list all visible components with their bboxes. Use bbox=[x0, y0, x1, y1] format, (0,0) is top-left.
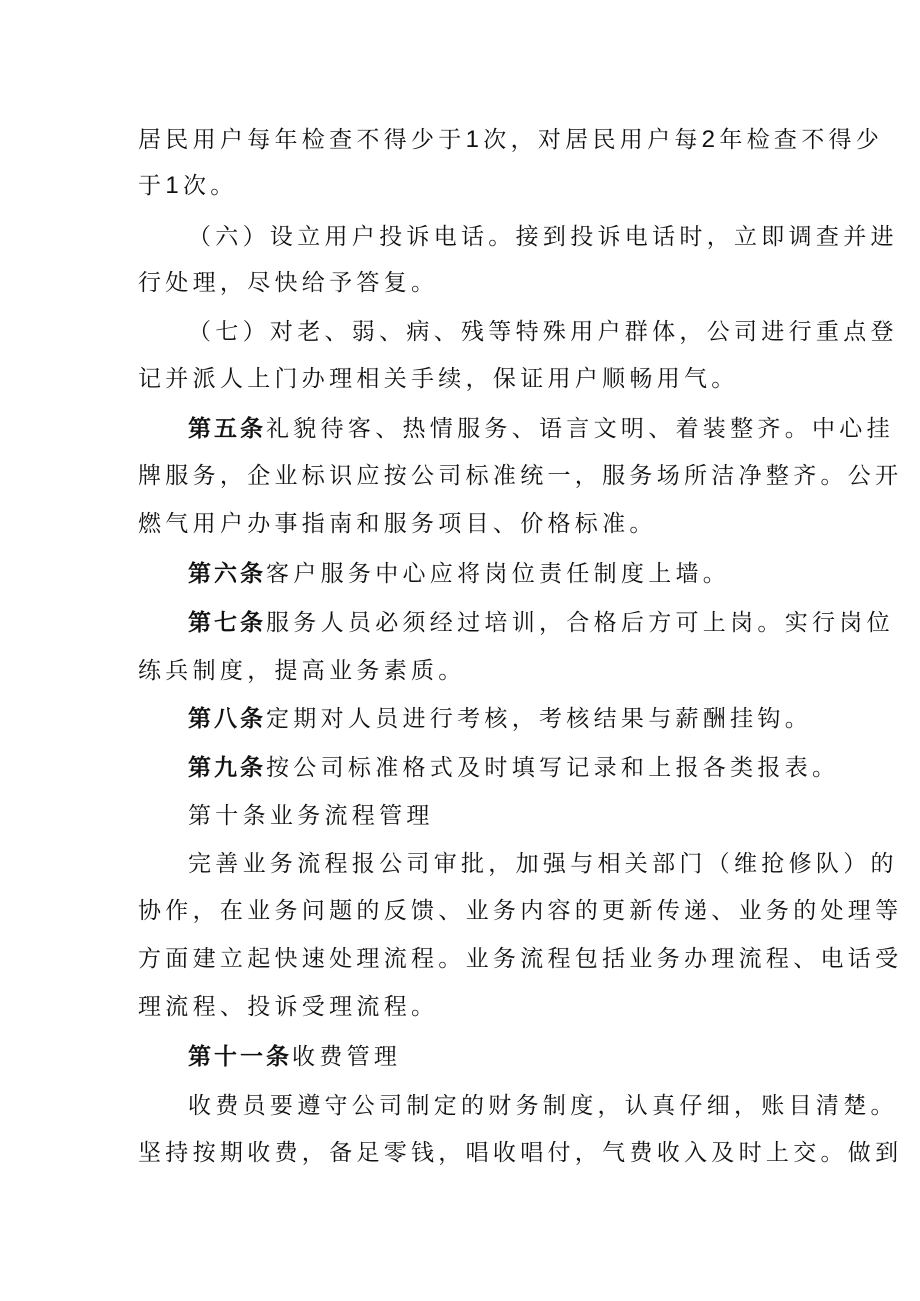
paragraph-line: 燃气用户办事指南和服务项目、价格标准。 bbox=[138, 511, 657, 537]
paragraph-line: （六）设立用户投诉电话。接到投诉电话时，立即调查并进 bbox=[188, 224, 898, 250]
text-segment: 收费管理 bbox=[292, 1044, 402, 1070]
paragraph-line: 协作，在业务问题的反馈、业务内容的更新传递、业务的处理等 bbox=[138, 898, 903, 924]
paragraph-line: 行处理，尽快给予答复。 bbox=[138, 270, 439, 296]
paragraph-line: 方面建立起快速处理流程。业务流程包括业务办理流程、电话受 bbox=[138, 946, 903, 972]
article-heading: 第八条 bbox=[188, 706, 266, 732]
article-heading: 第六条 bbox=[188, 561, 266, 587]
text-segment: 居民用户每年检查不得少于 bbox=[138, 127, 466, 153]
paragraph-line bbox=[188, 696, 812, 742]
text-segment: 年检查不得少 bbox=[719, 127, 884, 153]
text-segment: 礼貌待客、热情服务、语言文明、着装整齐。中心挂 bbox=[266, 416, 894, 442]
paragraph-line: （七）对老、弱、病、残等特殊用户群体，公司进行重点登 bbox=[188, 319, 898, 345]
text-segment: 客户服务中心应将岗位责任制度上墙。 bbox=[266, 561, 731, 587]
paragraph-line bbox=[138, 163, 798, 209]
paragraph-line: 练兵制度，提高业务素质。 bbox=[138, 658, 466, 684]
paragraph-line bbox=[188, 406, 894, 452]
number-segment: 1 bbox=[465, 126, 484, 153]
paragraph-line: 收费员要遵守公司制定的财务制度，认真仔细，账目清楚。 bbox=[188, 1093, 898, 1119]
paragraph-line: 第十条业务流程管理 bbox=[188, 803, 434, 829]
text-segment: 服务人员必须经过培训，合格后方可上岗。实行岗位 bbox=[266, 610, 894, 636]
text-segment: 次。 bbox=[182, 173, 238, 199]
paragraph-line bbox=[188, 1034, 800, 1080]
number-segment: 2 bbox=[701, 126, 720, 153]
text-segment: 定期对人员进行考核，考核结果与薪酬挂钩。 bbox=[266, 706, 812, 732]
article-heading: 第十一条 bbox=[188, 1044, 292, 1070]
paragraph-line bbox=[188, 551, 800, 597]
paragraph-line bbox=[188, 600, 894, 646]
paragraph-line: 理流程、投诉受理流程。 bbox=[138, 994, 439, 1020]
number-segment: 1 bbox=[165, 172, 183, 199]
text-segment: 于 bbox=[138, 173, 166, 199]
article-heading: 第五条 bbox=[188, 416, 266, 442]
paragraph-line: 坚持按期收费，备足零钱，唱收唱付，气费收入及时上交。做到 bbox=[138, 1140, 903, 1166]
text-segment: 按公司标准格式及时填写记录和上报各类报表。 bbox=[266, 755, 840, 781]
text-segment: 次，对居民用户每 bbox=[483, 127, 702, 153]
paragraph-line bbox=[138, 117, 884, 163]
paragraph-line: 记并派人上门办理相关手续，保证用户顺畅用气。 bbox=[138, 366, 739, 392]
paragraph-line: 完善业务流程报公司审批，加强与相关部门（维抢修队）的 bbox=[188, 851, 898, 877]
article-heading: 第九条 bbox=[188, 755, 266, 781]
paragraph-line: 牌服务，企业标识应按公司标准统一，服务场所洁净整齐。公开 bbox=[138, 463, 903, 489]
article-heading: 第七条 bbox=[188, 610, 266, 636]
paragraph-line bbox=[188, 745, 840, 791]
